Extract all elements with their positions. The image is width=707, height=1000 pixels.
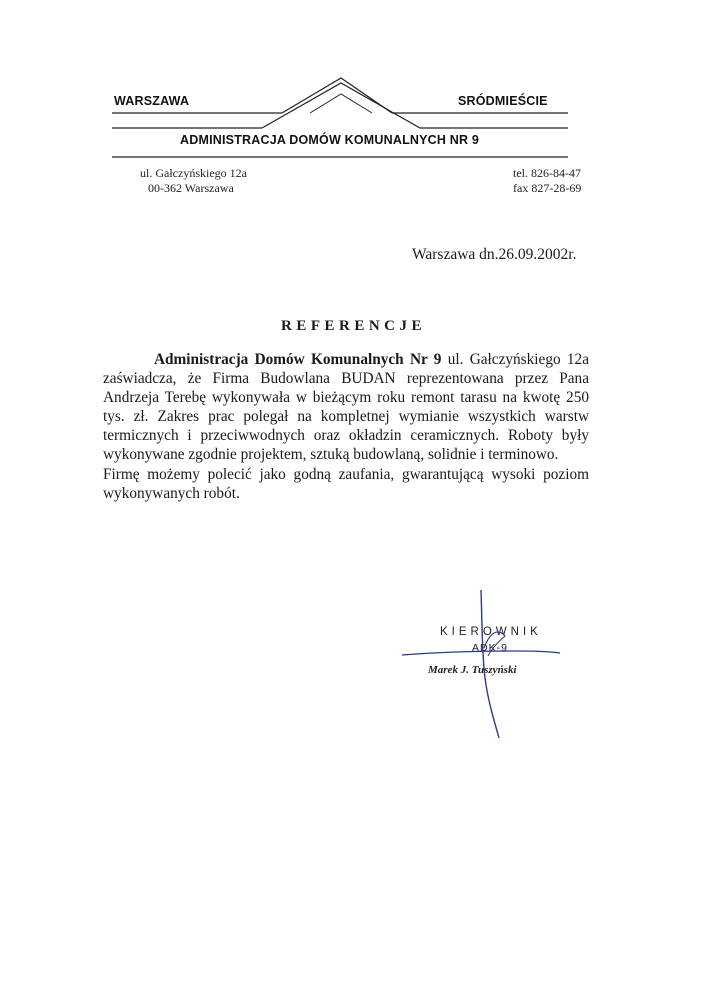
- stamp-name: Marek J. Tuszyński: [428, 664, 517, 676]
- address-street: ul. Gałczyńskiego 12a: [140, 166, 247, 180]
- letterhead-city: WARSZAWA: [114, 94, 190, 108]
- fax-number: fax 827-28-69: [513, 181, 582, 195]
- stamp-title: KIEROWNIK: [440, 626, 542, 638]
- body-org-name: Administracja Domów Komunalnych Nr 9: [154, 351, 442, 368]
- body-paragraph-1-text: ul. Gałczyńskiego 12a zaświadcza, że Firma Budowlana BUDAN reprezentowana przez Pana Andrzeja Terebę wykonywała w bieżącym roku remont tarasu na kwotę 250 tys. zł. Zakres prac polegał na kompletnej wymianie wszystkich warstw termicznych i przeciwwodnych oraz okładzin ceramicznych. Roboty były wykonywane zgodnie projektem, sztuką budowlaną, solidnie i terminowo.: [103, 351, 589, 464]
- phone-number: tel. 826-84-47: [513, 166, 581, 180]
- letterhead-district: SRÓDMIEŚCIE: [458, 94, 548, 108]
- stamp-unit: ADK-9: [472, 642, 508, 654]
- letterhead-organization: ADMINISTRACJA DOMÓW KOMUNALNYCH NR 9: [180, 133, 480, 147]
- letter-title: REFERENCJE: [280, 318, 426, 334]
- address-postal: 00-362 Warszawa: [148, 181, 234, 195]
- body-paragraph-2: Firmę możemy polecić jako godną zaufania, gwarantującą wysoki poziom wykonywanych robót.: [103, 465, 589, 502]
- letter-date: Warszawa dn.26.09.2002r.: [412, 246, 577, 263]
